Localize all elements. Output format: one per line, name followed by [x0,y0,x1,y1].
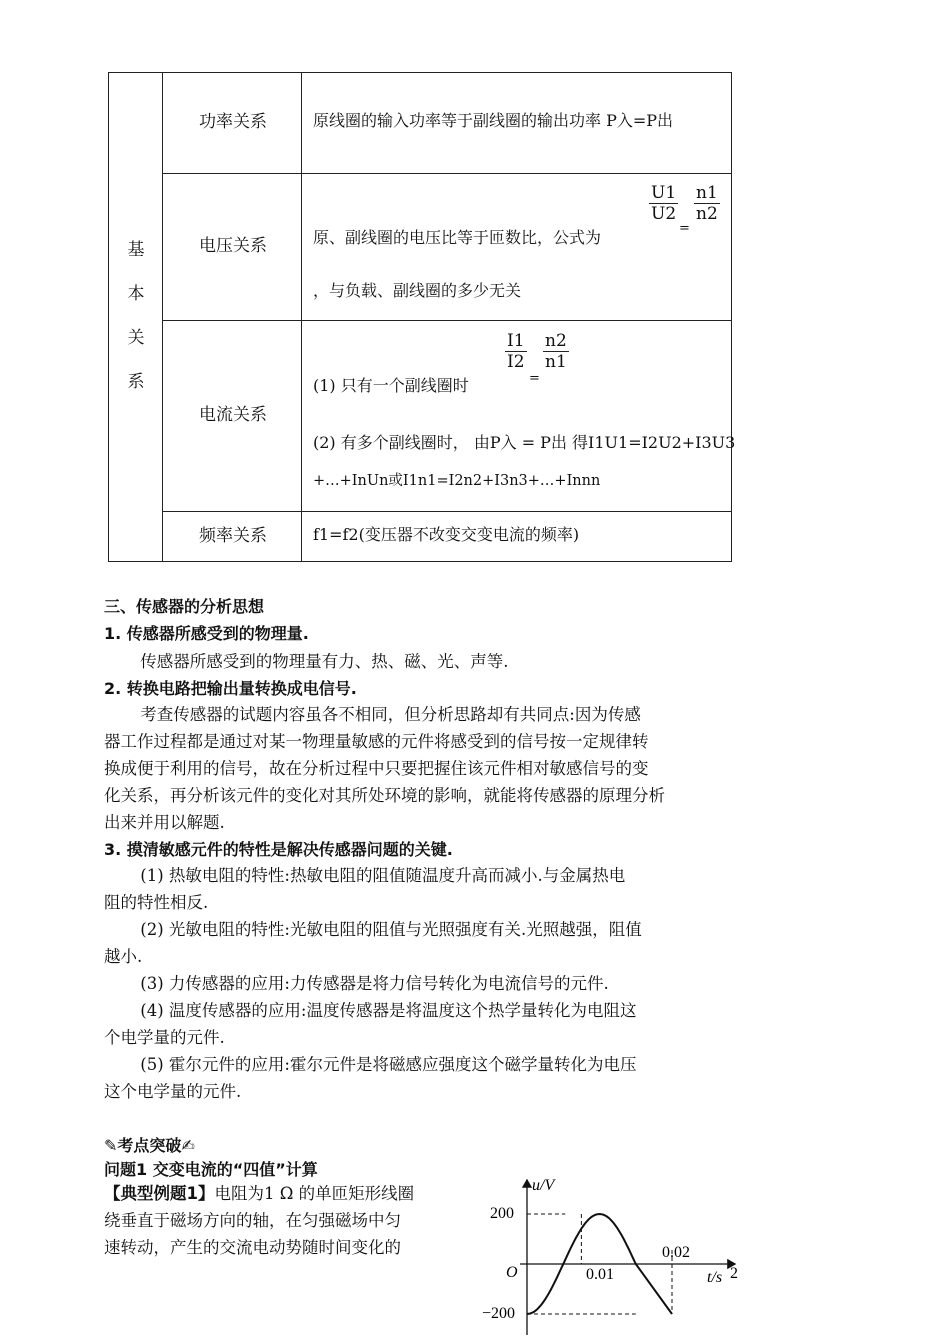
row-content-current-line2: (2) 有多个副线圈时， 由P入 = P出 得I1U1=I2U2+I3U3 [313,433,736,452]
current-fraction-i: $\frac{I1}{I2}$ [507,331,525,372]
row-name-current: 电流关系 [199,405,267,425]
x-tick-label: 0.02 [662,1244,690,1261]
list-item: 越小. [104,947,143,966]
voltage-fraction-n: $\frac{n1}{n2}$ [696,183,718,224]
table-divider [301,73,302,561]
x-tick-label: 0.01 [586,1266,614,1283]
voltage-fraction-u: $\frac{U1}{U2}$ [651,183,677,224]
sensor-items [104,862,744,1105]
paragraph-2: 考查传感器的试题内容虽各不相同，但分析思路却有共同点:因为传感 器工作过程都是通过对某一物理量敏感的元件将感受到的信号按一定规律转 换成便于利用的信号，故在分析过程中只要把握住该元件相对敏感信号的变 化关系，再分析该元件的变化对其所处环境的影响，就能将传感器的原理分析 出来并用以解题. [104,705,665,832]
list-item: (5) 霍尔元件的应用:霍尔元件是将磁感应强度这个磁学量转化为电压 [140,1055,637,1074]
list-item: 阻的特性相反. [104,893,209,912]
row-content-voltage-line1: 原、副线圈的电压比等于匝数比，公式为 [313,228,602,247]
table-divider [162,511,731,512]
table-divider [162,173,731,174]
list-item: (3) 力传感器的应用:力传感器是将力信号转化为电流信号的元件. [140,974,609,993]
row-content-power: 原线圈的输入功率等于副线圈的输出功率 P入=P出 [313,111,674,130]
section-title: 三、传感器的分析思想 [104,597,265,616]
row-content-frequency: f1=f2(变压器不改变交变电流的频率) [313,525,580,544]
list-item: 这个电学量的元件. [104,1082,242,1101]
origin-label: O [506,1264,518,1281]
example-text: 【典型例题1】电阻为1 Ω 的单匝矩形线圈 绕垂直于磁场方向的轴，在匀强磁场中匀 速转动，产生的交流电动势随时间变化的 [104,1184,415,1257]
list-item: (4) 温度传感器的应用:温度传感器是将温度这个热学量转化为电阻这 [140,1001,637,1020]
y-axis-label: u/V [532,1177,555,1194]
equals-sign: = [679,221,690,236]
pen-icon: ✍ [181,1136,195,1155]
heading-3: 3. 摸清敏感元件的特性是解决传感器问题的关键. [104,840,453,859]
row-name-power: 功率关系 [199,112,267,132]
voltage-time-chart [480,1170,750,1342]
group-label: 基 本 关 系 [127,240,145,392]
y-tick-label: 200 [490,1205,514,1222]
row-name-frequency: 频率关系 [199,526,267,546]
table-divider [162,320,731,321]
row-content-current-line3: +…+InUn或I1n1=I2n2+I3n3+…+Innn [313,473,601,489]
list-item: (2) 光敏电阻的特性:光敏电阻的阻值与光照强度有关.光照越强，阻值 [140,920,642,939]
row-name-voltage: 电压关系 [199,236,267,256]
equals-sign: = [529,371,540,386]
page-number: 2 [730,1265,738,1282]
heading-1: 1. 传感器所感受到的物理量. [104,624,309,643]
hand-pointer-icon: ✎ [104,1136,118,1155]
current-fraction-n: $\frac{n2}{n1}$ [545,331,567,372]
question-title: 问题1 交变电流的“四值”计算 [104,1160,318,1179]
transformer-relations-table [108,72,736,562]
list-item: (1) 热敏电阻的特性:热敏电阻的阻值随温度升高而减小.与金属热电 [140,866,626,885]
breakthrough-title: ✎考点突破✍ [104,1136,195,1155]
row-content-current-line1: (1) 只有一个副线圈时 [313,376,469,395]
heading-2: 2. 转换电路把输出量转换成电信号. [104,679,357,698]
paragraph-1: 传感器所感受到的物理量有力、热、磁、光、声等. [140,652,509,671]
y-tick-label: −200 [482,1305,516,1322]
x-axis-label: t/s [707,1269,723,1286]
list-item: 个电学量的元件. [104,1028,225,1047]
row-content-voltage-line2: ，与负载、副线圈的多少无关 [313,281,522,300]
